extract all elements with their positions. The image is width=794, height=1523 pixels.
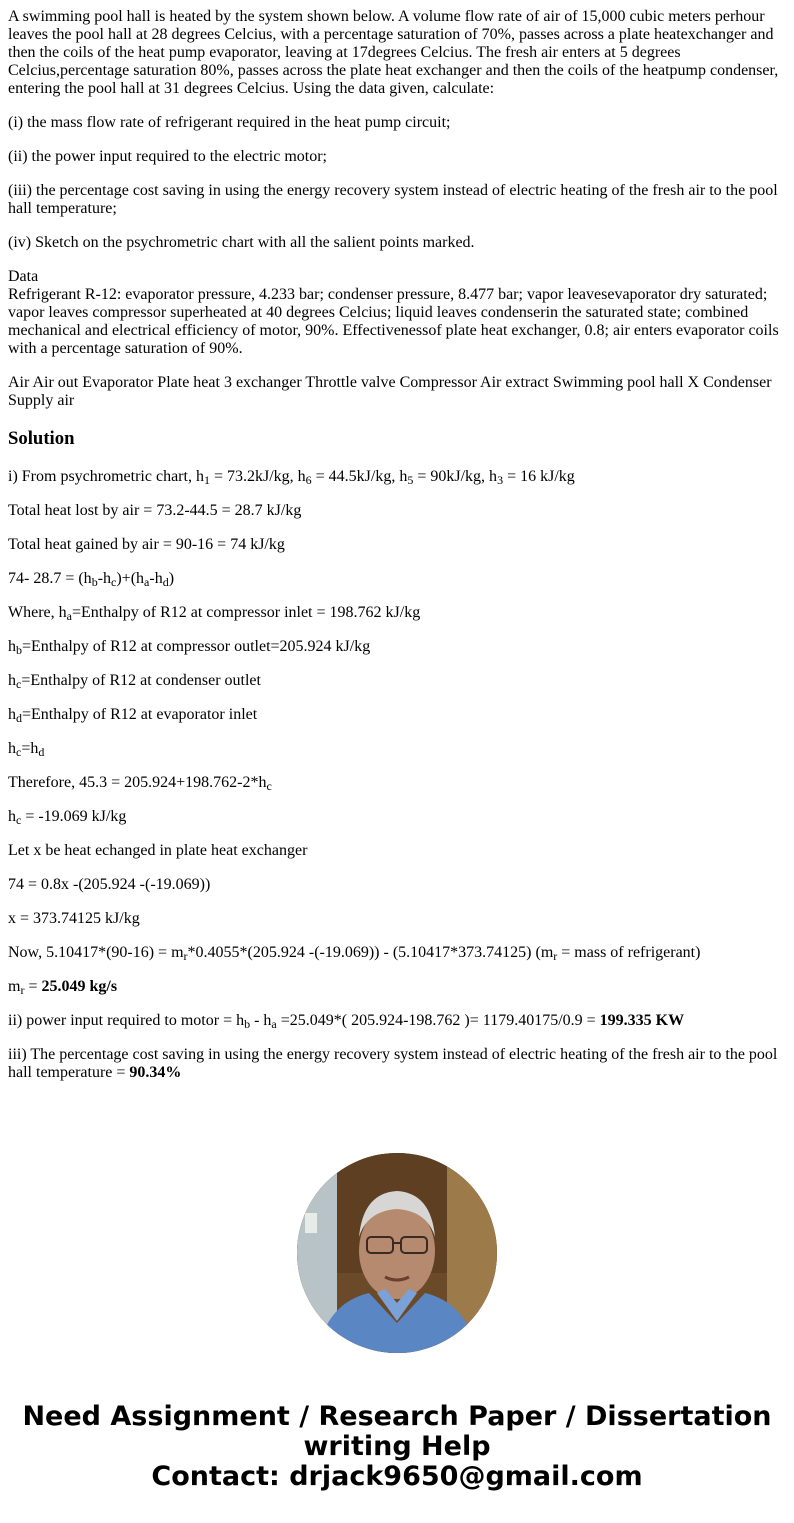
solution-line-8: $h_d=Enthalpy$ of R12 at evaporator inlet xyxy=(8,706,258,725)
figure-labels: Air Air out Evaporator Plate heat 3 exchanger Throttle valve Compressor Air extract Swimming pool hall X Condenser Supply air xyxy=(8,374,772,409)
question-3: (iii) the percentage cost saving in using the energy recovery system instead of electric heating of the fresh air to the pool hall temperature; xyxy=(8,182,778,217)
solution-line-13: 74 = 0.8x -(205.924 -(-19.069)) xyxy=(8,876,211,893)
solution-line-14: x = 373.74125 kJ/kg xyxy=(8,910,140,927)
question-1: (i) the mass flow rate of refrigerant required in the heat pump circuit; xyxy=(8,114,451,131)
document-body xyxy=(8,0,786,1122)
footer-banner xyxy=(0,1402,794,1492)
solution-line-10: Therefore, $45.3 = 205.924+198.762-2*h_c$ xyxy=(8,774,272,793)
data-text: Refrigerant R-12: evaporator pressure, 4.233 bar; condenser pressure, 8.477 bar; vapor leavesevaporator dry saturated; vapor leaves compressor superheated at 40 degrees Celcius; liquid leaves condenserin the saturated state; combined mechanical and electrical efficiency of motor, 90%. Effectivenessof plate heat exchanger, 0.8; air enters evaporator coils with a percentage saturation of 90%. xyxy=(8,286,779,357)
power-result: 199.335 KW xyxy=(599,1012,685,1029)
solution-heading: Solution xyxy=(8,428,75,449)
solution-line-17: ii) power input required to motor = $h_b - h_a =25.049*$( 205.924-198.762 )= 1179.40175/0.9 = 199.335 KW xyxy=(8,1012,685,1031)
author-portrait xyxy=(297,1153,497,1353)
footer-line-2: writing Help xyxy=(303,1431,491,1462)
data-section xyxy=(8,268,786,358)
solution-line-3: Total heat gained by air = 90-16 = 74 kJ/kg xyxy=(8,536,285,553)
footer-line-1: Need Assignment / Research Paper / Dissertation xyxy=(22,1401,772,1432)
solution-line-5: Where, $h_a=Enthalpy$ of R12 at compressor inlet = 198.762 kJ/kg xyxy=(8,604,421,623)
author-avatar xyxy=(297,1153,497,1353)
solution-line-2: Total heat lost by air = 73.2-44.5 = 28.7 kJ/kg xyxy=(8,502,302,519)
solution-line-11: $h_c = -19.069$ kJ/kg xyxy=(8,808,127,827)
solution-line-1: i) From psychrometric chart, $h_1 = 73.2kJ/kg$, $h_6 = 44.5kJ/kg$, $h_5 = 90kJ/kg$, $h_3 = 16$ kJ/kg xyxy=(8,468,575,487)
cost-saving-result: 90.34% xyxy=(129,1064,182,1081)
solution-line-18: iii) The percentage cost saving in using the energy recovery system instead of electric heating of the fresh air to the pool hall temperature = 90.34% xyxy=(8,1046,778,1081)
question-2: (ii) the power input required to the electric motor; xyxy=(8,148,327,165)
solution-line-16: $m_r = 25.049$ kg/s xyxy=(8,978,118,997)
solution-line-6: $h_b=Enthalpy$ of R12 at compressor outlet=205.924 kJ/kg xyxy=(8,638,371,657)
footer-contact: Contact: drjack9650@gmail.com xyxy=(151,1461,643,1492)
solution-line-4: 74- $28.7 = (h_b-h_c)+(h_a-h_d)$ xyxy=(8,570,175,589)
solution-line-7: $h_c=Enthalpy$ of R12 at condenser outlet xyxy=(8,672,261,691)
solution-line-9: $h_c=h_d$ xyxy=(8,740,45,759)
data-heading: Data xyxy=(8,268,39,285)
problem-intro: A swimming pool hall is heated by the system shown below. A volume flow rate of air of 15,000 cubic meters perhour leaves the pool hall at 28 degrees Celcius, with a percentage saturation of 70%, passes across a plate heatexchanger and then the coils of the heat pump evaporator, leaving at 17degrees Celcius. The fresh air enters at 5 degrees Celcius,percentage saturation 80%, passes across the plate heat exchanger and then the coils of the heatpump condenser, entering the pool hall at 31 degrees Celcius. Using the data given, calculate: xyxy=(8,8,779,97)
solution-line-15: Now, $5.10417*(90-16) = m_r*0.4055*(205.924$ -(-19.069)) - (5.10417*373.74125) ($m_r$ = mass of refrigerant) xyxy=(8,944,701,963)
solution-line-12: Let x be heat echanged in plate heat exchanger xyxy=(8,842,308,859)
mass-flow-result: 25.049 kg/s xyxy=(41,978,118,995)
question-4: (iv) Sketch on the psychrometric chart with all the salient points marked. xyxy=(8,234,475,251)
